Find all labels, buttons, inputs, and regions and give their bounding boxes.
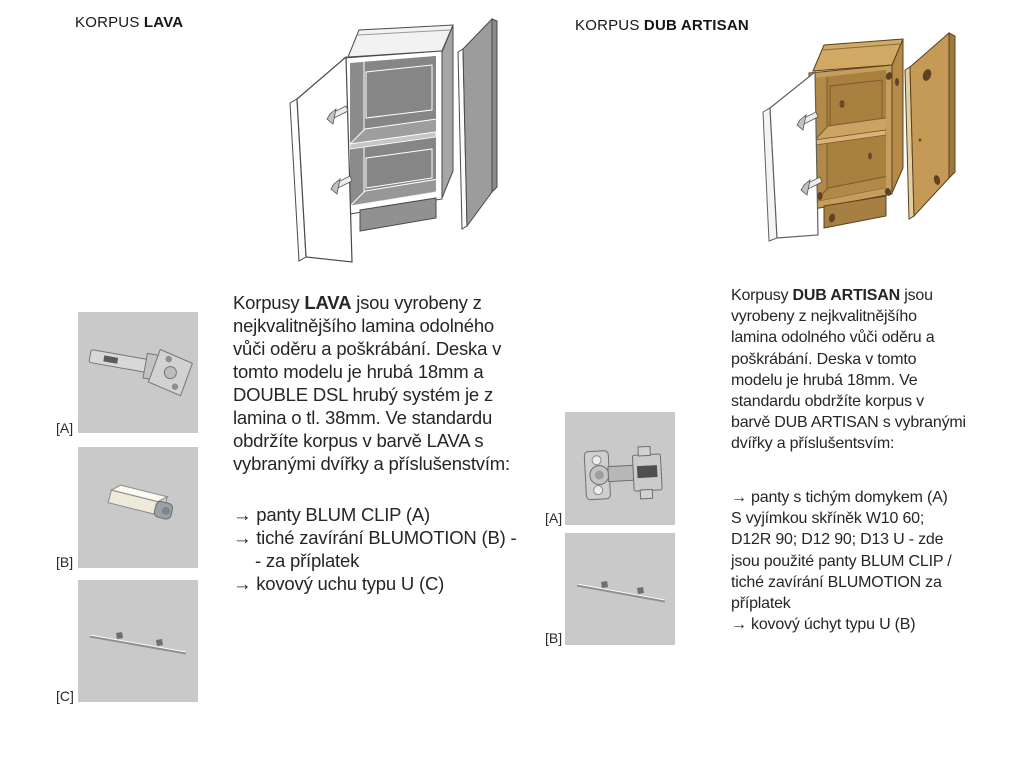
- hardware-image-blumotion-damper: [78, 447, 198, 568]
- hardware-image-u-handle: [565, 533, 675, 645]
- text-line: obdržíte korpus v barvě LAVA s: [233, 430, 484, 451]
- title-prefix: KORPUS: [575, 17, 644, 34]
- text-segment: Korpusy: [731, 287, 793, 304]
- text-line: tomto modelu je hrubá 18mm a: [233, 361, 484, 382]
- left-feature-list: [233, 503, 517, 595]
- hardware-label-a: [A]: [545, 510, 563, 526]
- cabinet-interior: [350, 40, 451, 206]
- text-line: DOUBLE DSL hrubý systém je z: [233, 384, 493, 405]
- cabinet-right-face: [442, 25, 453, 198]
- hardware-label-b: [B]: [56, 554, 74, 570]
- hardware-label-b: [B]: [545, 630, 563, 646]
- cabinet-illustration-lava: [286, 6, 521, 271]
- text-segment-bold: DUB ARTISAN: [792, 287, 900, 304]
- feature-item-continuation: - za příplatek: [255, 550, 360, 571]
- damper-icon: [78, 447, 198, 568]
- feature-item: → kovový úchyt typu U (B): [731, 616, 916, 634]
- hinge-icon: [565, 412, 675, 525]
- text-segment-bold: LAVA: [304, 292, 352, 313]
- text-line: vyrobeny z nejkvalitnějšího: [731, 308, 917, 326]
- text-line: lamina odolného vůči oděru a: [731, 329, 935, 347]
- right-feature-list: [731, 487, 952, 635]
- text-line: vybranými dvířky a příslušenstvím:: [233, 453, 510, 474]
- text-segment: jsou vyrobeny z: [351, 292, 482, 313]
- open-door: [290, 57, 352, 262]
- hardware-image-u-handle: [78, 580, 198, 702]
- text-line: [731, 285, 966, 306]
- hardware-image-silent-close-hinge: [565, 412, 675, 525]
- feature-item-continuation: příplatek: [731, 595, 791, 613]
- feature-item-continuation: jsou použité panty BLUM CLIP /: [731, 552, 952, 570]
- text-line: [233, 291, 510, 314]
- left-description: [233, 291, 510, 475]
- text-line: modelu je hrubá 18mm. Ve: [731, 371, 918, 389]
- left-section-title: [75, 14, 183, 31]
- handle-icon: [565, 533, 675, 645]
- feature-item: → kovový uchu typu U (C): [233, 573, 445, 594]
- title-bold: LAVA: [143, 14, 184, 31]
- feature-item: → tiché zavírání BLUMOTION (B) -: [233, 527, 517, 548]
- text-line: lamina o tl. 38mm. Ve standardu: [233, 407, 493, 428]
- text-line: standardu obdržíte korpus v: [731, 393, 924, 411]
- feature-item: → panty BLUM CLIP (A): [233, 504, 430, 525]
- text-segment: Korpusy: [233, 292, 305, 313]
- handle-icon: [78, 580, 198, 702]
- hardware-image-blum-clip-hinge: [78, 312, 198, 433]
- feature-item: → panty s tichým domykem (A): [731, 489, 948, 506]
- loose-side-panel: [458, 19, 497, 229]
- title-prefix: KORPUS: [75, 14, 144, 31]
- hardware-label-c: [C]: [56, 688, 74, 704]
- text-segment: jsou: [899, 287, 933, 304]
- text-line: poškrábání. Deska v tomto: [731, 350, 917, 368]
- feature-item-continuation: tiché zavírání BLUMOTION za: [731, 573, 942, 591]
- open-door: [763, 72, 818, 241]
- hinge-icon: [78, 312, 198, 433]
- text-line: dvířky a příslušentsvím:: [731, 435, 895, 453]
- cabinet-illustration-dub-artisan: [742, 20, 980, 272]
- feature-item-continuation: S vyjímkou skříněk W10 60;: [731, 510, 925, 528]
- right-description: [731, 285, 966, 455]
- title-bold: DUB ARTISAN: [643, 17, 749, 34]
- text-line: nejkvalitnějšího lamina odolného: [233, 315, 495, 336]
- right-section-title: [575, 17, 749, 34]
- text-line: barvě DUB ARTISAN s vybranými: [731, 414, 966, 432]
- feature-item-continuation: D12R 90; D12 90; D13 U - zde: [731, 531, 944, 549]
- loose-side-panel: [905, 33, 955, 219]
- hardware-label-a: [A]: [56, 420, 74, 436]
- text-line: vůči oděru a poškrábání. Deska v: [233, 338, 502, 359]
